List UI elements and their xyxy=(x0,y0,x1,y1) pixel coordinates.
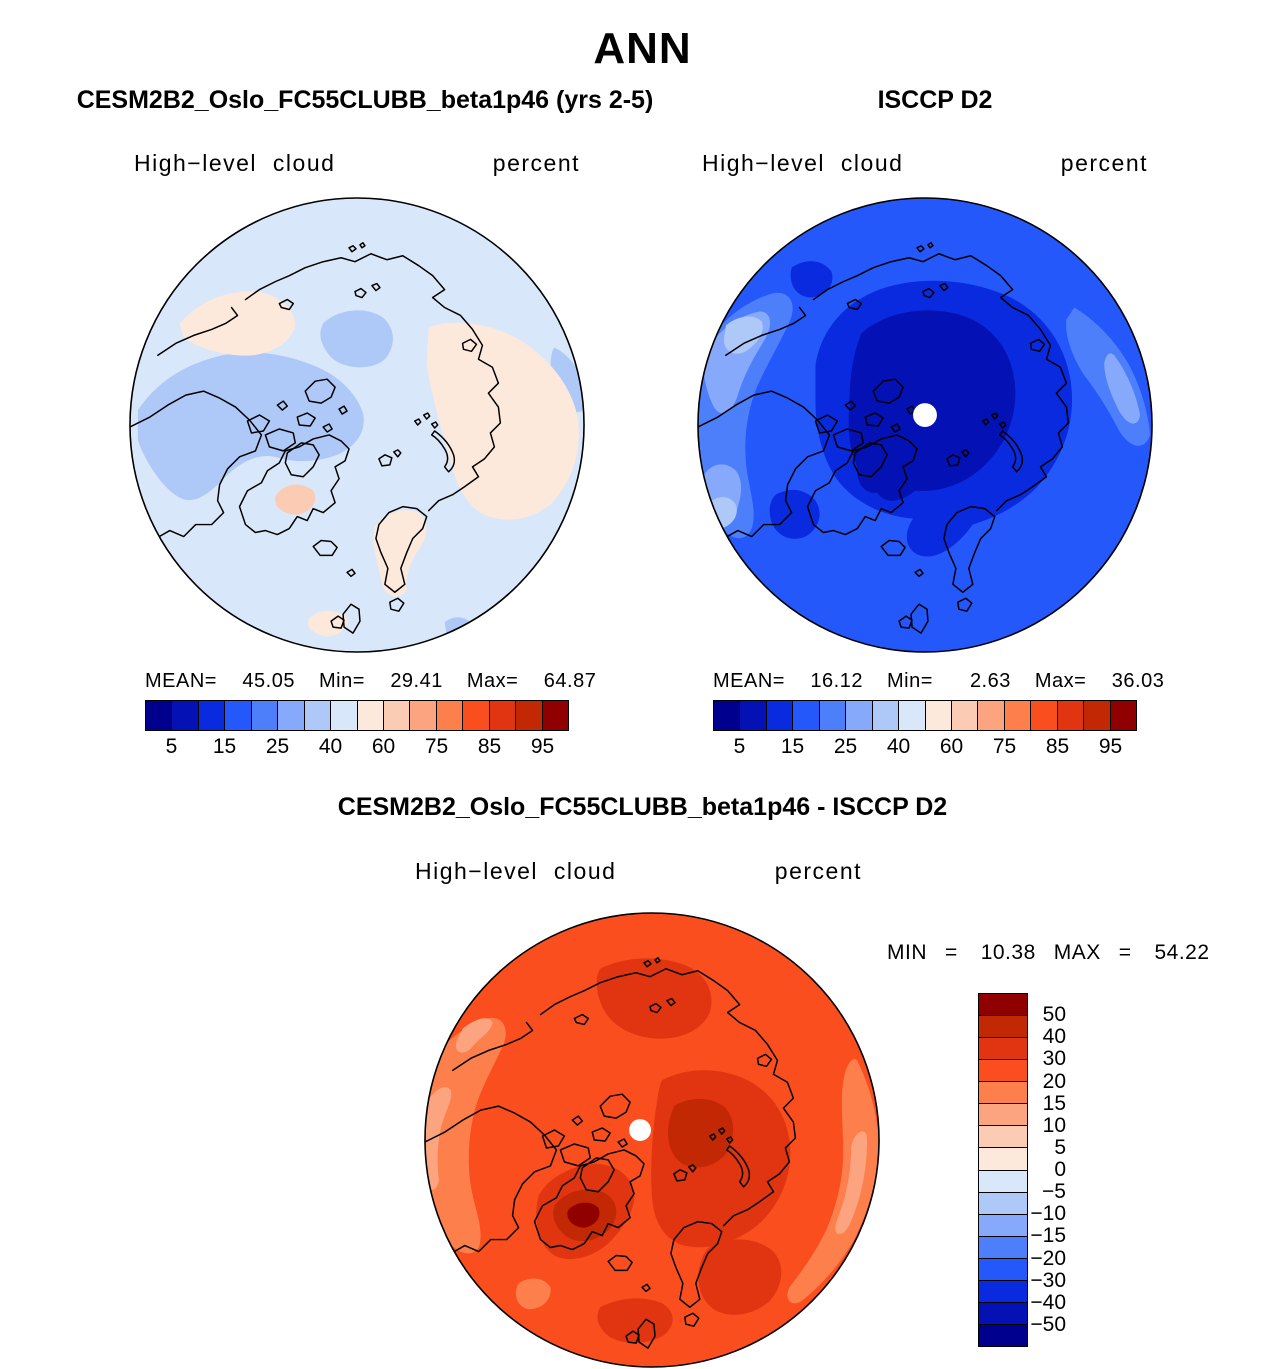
diff-max-equals: = xyxy=(1118,941,1132,964)
obs-colorbar xyxy=(713,700,1137,731)
model-mean-value: 45.05 xyxy=(242,670,295,692)
figure-title: ANN xyxy=(593,24,692,73)
colorbar-segment xyxy=(409,701,435,730)
colorbar-tick-label: 10 xyxy=(1042,1113,1066,1137)
colorbar-tick-label: 40 xyxy=(318,735,343,758)
colorbar-segment xyxy=(146,701,171,730)
colorbar-segment xyxy=(979,1170,1027,1192)
colorbar-tick-label: 5 xyxy=(733,735,746,758)
diff-units-label: percent xyxy=(774,858,862,884)
diff-colorbar-ticks xyxy=(1030,993,1066,1347)
colorbar-tick-label: 40 xyxy=(1042,1025,1066,1049)
colorbar-segment xyxy=(1004,701,1030,730)
colorbar-segment xyxy=(489,701,515,730)
colorbar-segment xyxy=(714,701,739,730)
colorbar-tick-label: −15 xyxy=(1030,1224,1066,1248)
colorbar-tick-label: 25 xyxy=(833,735,858,758)
colorbar-tick-label: 5 xyxy=(1054,1135,1066,1159)
colorbar-tick-label: 85 xyxy=(1045,735,1070,758)
obs-max-label: Max= xyxy=(1034,670,1087,692)
colorbar-segment xyxy=(1083,701,1109,730)
colorbar-segment xyxy=(383,701,409,730)
obs-units-label: percent xyxy=(1060,150,1148,176)
obs-min-value: 2.63 xyxy=(969,670,1011,692)
colorbar-segment xyxy=(977,701,1003,730)
model-stats-row xyxy=(145,670,596,693)
colorbar-segment xyxy=(792,701,818,730)
obs-max-value: 36.03 xyxy=(1111,670,1165,692)
colorbar-segment xyxy=(979,1280,1027,1302)
obs-pole-dot xyxy=(913,403,937,427)
diff-stats-row xyxy=(887,941,1210,965)
colorbar-segment xyxy=(979,1147,1027,1169)
colorbar-tick-label: 40 xyxy=(886,735,911,758)
colorbar-segment xyxy=(542,701,568,730)
colorbar-tick-label: 95 xyxy=(1098,735,1123,758)
obs-min-label: Min= xyxy=(886,670,933,692)
colorbar-segment xyxy=(979,1081,1027,1103)
diff-subtitle-row xyxy=(415,858,862,885)
diff-max-value: 54.22 xyxy=(1154,941,1210,964)
colorbar-segment xyxy=(979,1302,1027,1324)
obs-mean-value: 16.12 xyxy=(810,670,863,692)
colorbar-segment xyxy=(330,701,356,730)
colorbar-segment xyxy=(251,701,277,730)
colorbar-tick-label: 15 xyxy=(1042,1091,1066,1115)
colorbar-segment xyxy=(462,701,488,730)
model-mean-label: MEAN= xyxy=(145,670,217,692)
colorbar-segment xyxy=(979,1059,1027,1081)
colorbar-segment xyxy=(979,1324,1027,1346)
colorbar-segment xyxy=(171,701,197,730)
obs-colorbar-ticks xyxy=(713,735,1137,761)
colorbar-tick-label: 25 xyxy=(265,735,290,758)
colorbar-segment xyxy=(979,1103,1027,1125)
colorbar-tick-label: 75 xyxy=(992,735,1017,758)
diff-min-label: MIN xyxy=(887,941,927,964)
colorbar-segment xyxy=(979,1192,1027,1214)
colorbar-segment xyxy=(979,1125,1027,1147)
model-subtitle-row xyxy=(134,150,580,177)
colorbar-segment xyxy=(979,994,1027,1015)
model-min-value: 29.41 xyxy=(390,670,443,692)
model-units-label: percent xyxy=(492,150,580,176)
diff-min-value: 10.38 xyxy=(980,941,1036,964)
colorbar-tick-label: 20 xyxy=(1042,1069,1066,1093)
colorbar-segment xyxy=(515,701,541,730)
obs-field-label: High−level cloud xyxy=(702,150,904,176)
diff-map xyxy=(423,911,881,1369)
obs-mean-label: MEAN= xyxy=(713,670,785,692)
colorbar-tick-label: −10 xyxy=(1030,1202,1066,1226)
diff-colorbar xyxy=(978,993,1028,1347)
diff-panel-title: CESM2B2_Oslo_FC55CLUBB_beta1p46 - ISCCP D2 xyxy=(337,793,948,821)
colorbar-segment xyxy=(979,1015,1027,1037)
colorbar-segment xyxy=(304,701,330,730)
model-colorbar xyxy=(145,700,569,731)
colorbar-tick-label: 95 xyxy=(530,735,555,758)
colorbar-tick-label: −20 xyxy=(1030,1246,1066,1270)
colorbar-tick-label: −30 xyxy=(1030,1268,1066,1292)
colorbar-tick-label: 85 xyxy=(477,735,502,758)
diff-max-label: MAX xyxy=(1053,941,1101,964)
colorbar-segment xyxy=(739,701,765,730)
colorbar-tick-label: 5 xyxy=(165,735,178,758)
colorbar-segment xyxy=(766,701,792,730)
diff-pole-dot xyxy=(629,1119,651,1141)
colorbar-segment xyxy=(898,701,924,730)
colorbar-tick-label: −50 xyxy=(1030,1312,1066,1336)
colorbar-segment xyxy=(845,701,871,730)
colorbar-tick-label: 0 xyxy=(1054,1158,1066,1181)
colorbar-tick-label: −40 xyxy=(1030,1290,1066,1314)
model-panel-title: CESM2B2_Oslo_FC55CLUBB_beta1p46 (yrs 2-5) xyxy=(76,86,654,114)
model-max-value: 64.87 xyxy=(543,670,597,692)
colorbar-tick-label: 15 xyxy=(212,735,237,758)
colorbar-segment xyxy=(357,701,383,730)
model-min-label: Min= xyxy=(318,670,365,692)
obs-stats-row xyxy=(713,670,1164,693)
diff-min-equals: = xyxy=(945,941,958,964)
colorbar-segment xyxy=(979,1214,1027,1236)
colorbar-segment xyxy=(979,1037,1027,1059)
colorbar-segment xyxy=(979,1258,1027,1280)
colorbar-tick-label: 60 xyxy=(939,735,964,758)
colorbar-segment xyxy=(436,701,462,730)
colorbar-segment xyxy=(872,701,898,730)
model-map xyxy=(128,196,586,654)
obs-subtitle-row xyxy=(702,150,1148,177)
obs-panel-title: ISCCP D2 xyxy=(877,86,993,114)
colorbar-segment xyxy=(1057,701,1083,730)
colorbar-tick-label: 60 xyxy=(371,735,396,758)
model-field-label: High−level cloud xyxy=(134,150,336,176)
colorbar-tick-label: 15 xyxy=(780,735,805,758)
model-colorbar-ticks xyxy=(145,735,569,761)
obs-map xyxy=(696,196,1154,654)
colorbar-segment xyxy=(1030,701,1056,730)
colorbar-tick-label: −5 xyxy=(1042,1180,1066,1204)
colorbar-tick-label: 30 xyxy=(1042,1047,1066,1071)
colorbar-tick-label: 50 xyxy=(1042,1003,1066,1027)
colorbar-segment xyxy=(224,701,250,730)
colorbar-segment xyxy=(951,701,977,730)
colorbar-segment xyxy=(925,701,951,730)
colorbar-tick-label: 75 xyxy=(424,735,449,758)
colorbar-segment xyxy=(979,1236,1027,1258)
model-max-label: Max= xyxy=(466,670,519,692)
colorbar-segment xyxy=(1110,701,1136,730)
colorbar-segment xyxy=(277,701,303,730)
colorbar-segment xyxy=(198,701,224,730)
diff-field-label: High−level cloud xyxy=(415,858,617,884)
colorbar-segment xyxy=(819,701,845,730)
